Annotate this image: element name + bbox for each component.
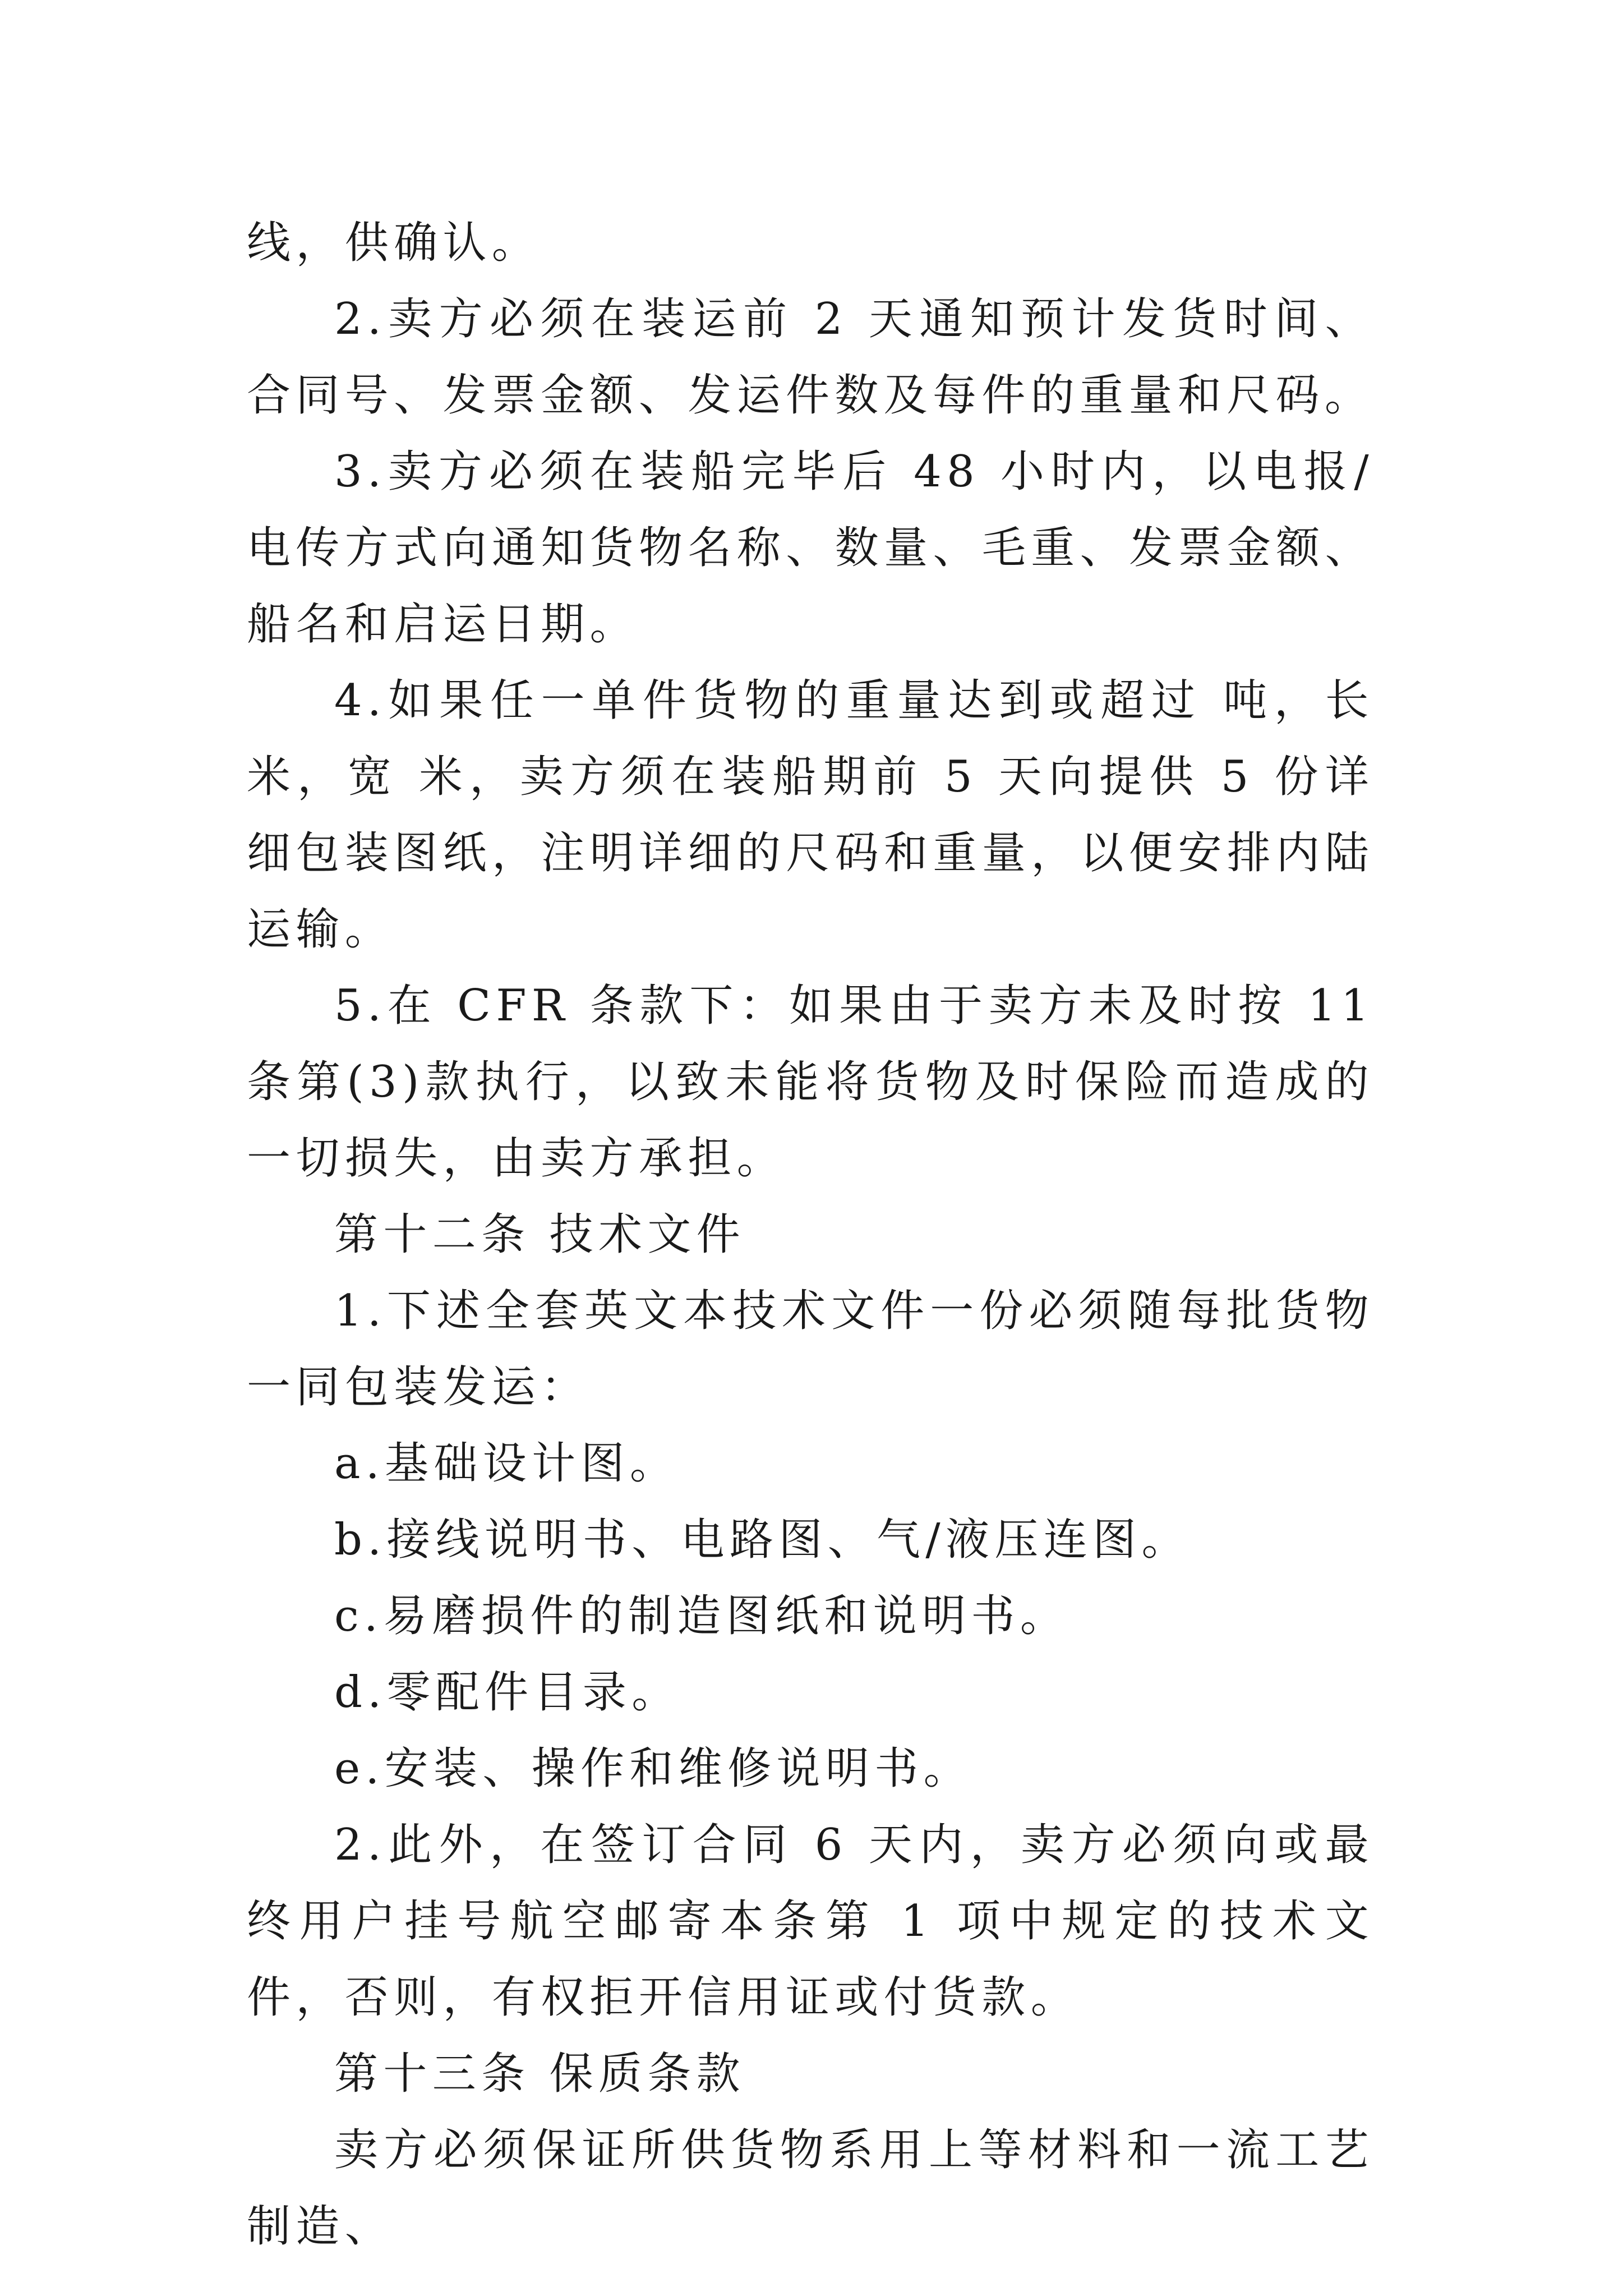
paragraph-item-5: 5.在 CFR 条款下：如果由于卖方未及时按 11 条第(3)款执行，以致未能将货物及时保险而造成的一切损失，由卖方承担。 [247,981,1374,1184]
list-item-b: b.接线说明书、电路图、气/液压连图。 [334,1515,1191,1565]
paragraph-warranty: 卖方必须保证所供货物系用上等材料和一流工艺制造、 [247,2125,1374,2252]
paragraph-item-1: 1.下述全套英文本技术文件一份必须随每批货物一同包装发运： [247,1286,1374,1412]
document-body [247,205,1374,2265]
section-heading-article-13: 第十三条 保质条款 [334,2049,746,2099]
list-item-d: d.零配件目录。 [334,1667,681,1718]
paragraph-continuation: 线，供确认。 [247,218,541,268]
paragraph-item-2: 2.卖方必须在装运前 2 天通知预计发货时间、合同号、发票金额、发运件数及每件的重量和尺码。 [247,294,1374,421]
list-item-a: a.基础设计图。 [334,1438,679,1489]
paragraph-item-3: 3.卖方必须在装船完毕后 48 小时内，以电报/电传方式向通知货物名称、数量、毛重、发票金额、船名和启运日期。 [247,447,1374,650]
paragraph-item-4: 4.如果任一单件货物的重量达到或超过 吨，长 米，宽 米，卖方须在装船期前 5 天向提供 5 份详细包装图纸，注明详细的尺码和重量，以便安排内陆运输。 [247,675,1374,955]
section-heading-article-12: 第十二条 技术文件 [334,1209,746,1260]
list-item-c: c.易磨损件的制造图纸和说明书。 [334,1591,1069,1641]
list-item-e: e.安装、操作和维修说明书。 [334,1743,972,1794]
paragraph-item-2-tech: 2.此外，在签订合同 6 天内，卖方必须向或最终用户挂号航空邮寄本条第 1 项中规定的技术文件，否则，有权拒开信用证或付货款。 [247,1820,1374,2023]
